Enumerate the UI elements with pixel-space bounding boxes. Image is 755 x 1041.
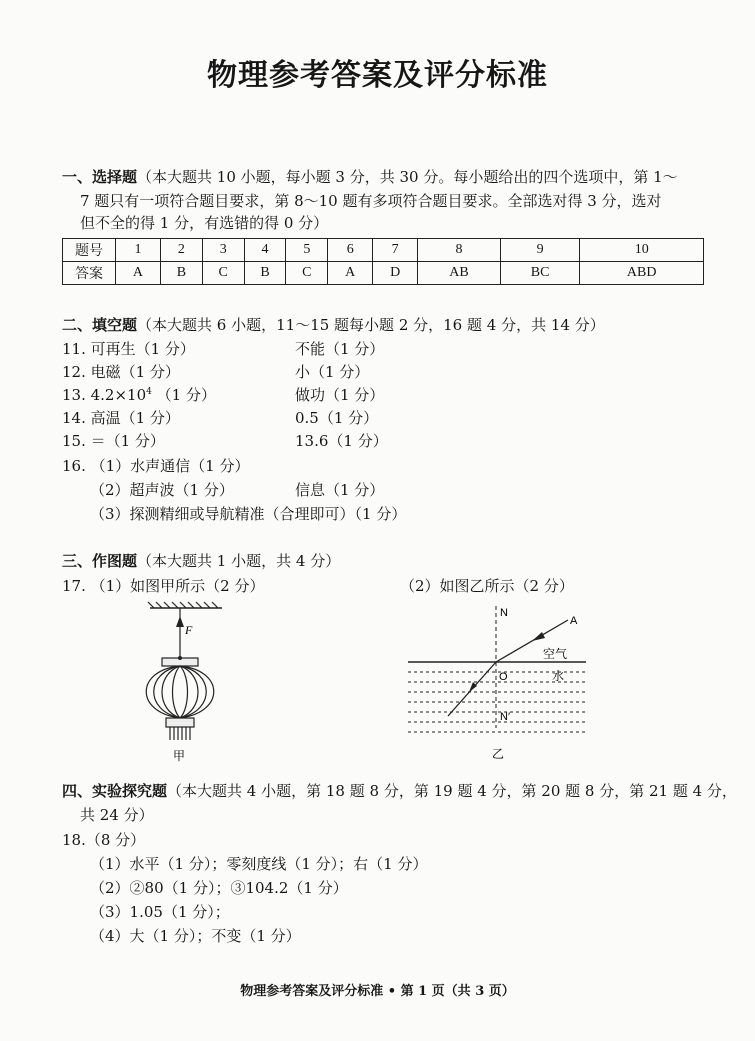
section-4-description-2: 共 24 分） — [80, 806, 154, 824]
section-1-description-2: 7 题只有一项符合题目要求，第 8～10 题有多项符合题目要求。全部选对得 3 分，选对 — [80, 192, 662, 210]
section-number: 四、 — [62, 782, 93, 800]
answer-13a-exponent: 4 — [146, 387, 152, 397]
answer-13a-score: （1 分） — [151, 386, 216, 404]
answer-14b: 0.5（1 分） — [295, 409, 379, 427]
table-cell: 9 — [500, 239, 580, 262]
table-cell: 4 — [244, 239, 286, 262]
answer-18-4: （4）大（1 分）；不变（1 分） — [90, 927, 301, 945]
table-cell: ABD — [580, 262, 704, 285]
page-footer: 物理参考答案及评分标准 • 第 1 页（共 3 页） — [240, 984, 515, 999]
table-cell: BC — [500, 262, 580, 285]
arrow-refracted-icon — [469, 682, 477, 692]
answer-15a: 15. ＝（1 分） — [62, 432, 165, 450]
table-cell: 3 — [202, 239, 244, 262]
section-3-heading — [62, 550, 340, 572]
arrow-incident-icon — [532, 632, 545, 641]
table-cell: 5 — [286, 239, 328, 262]
answer-16-2b: 信息（1 分） — [295, 481, 385, 499]
answer-17-1: 17. （1）如图甲所示（2 分） — [62, 577, 265, 595]
answer-table — [62, 238, 704, 285]
section-description: （本大题共 1 小题，共 4 分） — [137, 552, 341, 570]
page-title: 物理参考答案及评分标准 — [207, 58, 548, 93]
answer-17-2: （2）如图乙所示（2 分） — [400, 577, 574, 595]
section-1-description-3: 但不全的得 1 分，有选错的得 0 分） — [80, 214, 329, 232]
section-4-heading — [62, 780, 737, 802]
answer-18: 18.（8 分） — [62, 831, 146, 849]
section-number: 一、 — [62, 168, 93, 186]
answer-13a-base: 13. 4.2×10 — [62, 386, 147, 404]
section-number: 二、 — [62, 316, 93, 334]
answer-13a — [62, 384, 216, 406]
medium-label-air: 空气 — [543, 647, 568, 661]
section-description: （本大题共 10 小题，每小题 3 分，共 30 分。每小题给出的四个选项中，第 1～ — [137, 168, 678, 186]
answer-18-1: （1）水平（1 分）；零刻度线（1 分）；右（1 分） — [90, 855, 428, 873]
section-description: （本大题共 4 小题，第 18 题 8 分，第 19 题 4 分，第 20 题 8 分，第 21 题 4 分， — [167, 782, 737, 800]
answer-15b: 13.6（1 分） — [295, 432, 388, 450]
table-cell: C — [286, 262, 328, 285]
normal-label-n-prime: N′ — [500, 711, 511, 723]
answer-16-2a: （2）超声波（1 分） — [90, 481, 234, 499]
section-name: 填空题 — [92, 316, 138, 334]
answer-14a: 14. 高温（1 分） — [62, 409, 180, 427]
answer-18-3: （3）1.05（1 分）； — [90, 903, 230, 921]
table-cell: 7 — [373, 239, 418, 262]
figure-b-caption: 乙 — [492, 747, 505, 761]
table-cell: C — [202, 262, 244, 285]
section-name: 选择题 — [92, 168, 138, 186]
answer-11b: 不能（1 分） — [295, 340, 385, 358]
table-cell: A — [328, 262, 373, 285]
medium-label-water: 水 — [552, 669, 565, 683]
arrow-up-icon — [176, 616, 184, 627]
table-cell: 1 — [116, 239, 161, 262]
section-name: 实验探究题 — [92, 782, 168, 800]
answer-16-3: （3）探测精细或导航精准（合理即可）（1 分） — [90, 505, 407, 523]
answer-18-2: （2）②80（1 分）；③104.2（1 分） — [90, 879, 348, 897]
figure-refraction — [400, 598, 600, 768]
section-number: 三、 — [62, 552, 93, 570]
answer-13b: 做功（1 分） — [295, 386, 385, 404]
table-cell: B — [160, 262, 202, 285]
table-header-number: 题号 — [63, 239, 116, 262]
answer-11a: 11. 可再生（1 分） — [62, 340, 195, 358]
table-cell: 2 — [160, 239, 202, 262]
table-cell: D — [373, 262, 418, 285]
point-label-o: O — [499, 671, 508, 683]
figure-a-caption: 甲 — [173, 749, 186, 763]
answer-16-1: 16. （1）水声通信（1 分） — [62, 457, 250, 475]
section-name: 作图题 — [92, 552, 138, 570]
section-description: （本大题共 6 小题，11～15 题每小题 2 分，16 题 4 分，共 14 分） — [137, 316, 605, 334]
table-header-answer: 答案 — [63, 262, 116, 285]
normal-label-n: N — [500, 607, 508, 619]
table-cell: AB — [418, 262, 501, 285]
answer-12a: 12. 电磁（1 分） — [62, 363, 180, 381]
table-row-answers — [63, 262, 704, 285]
figure-lantern — [130, 600, 240, 770]
table-cell: 10 — [580, 239, 704, 262]
table-cell: 6 — [328, 239, 373, 262]
table-cell: B — [244, 262, 286, 285]
table-cell: 8 — [418, 239, 501, 262]
table-row-numbers — [63, 239, 704, 262]
section-2-heading — [62, 314, 605, 336]
point-label-a: A — [570, 615, 578, 627]
table-cell: A — [116, 262, 161, 285]
force-label: F — [185, 623, 193, 637]
answer-12b: 小（1 分） — [295, 363, 370, 381]
section-1-heading — [62, 166, 678, 188]
